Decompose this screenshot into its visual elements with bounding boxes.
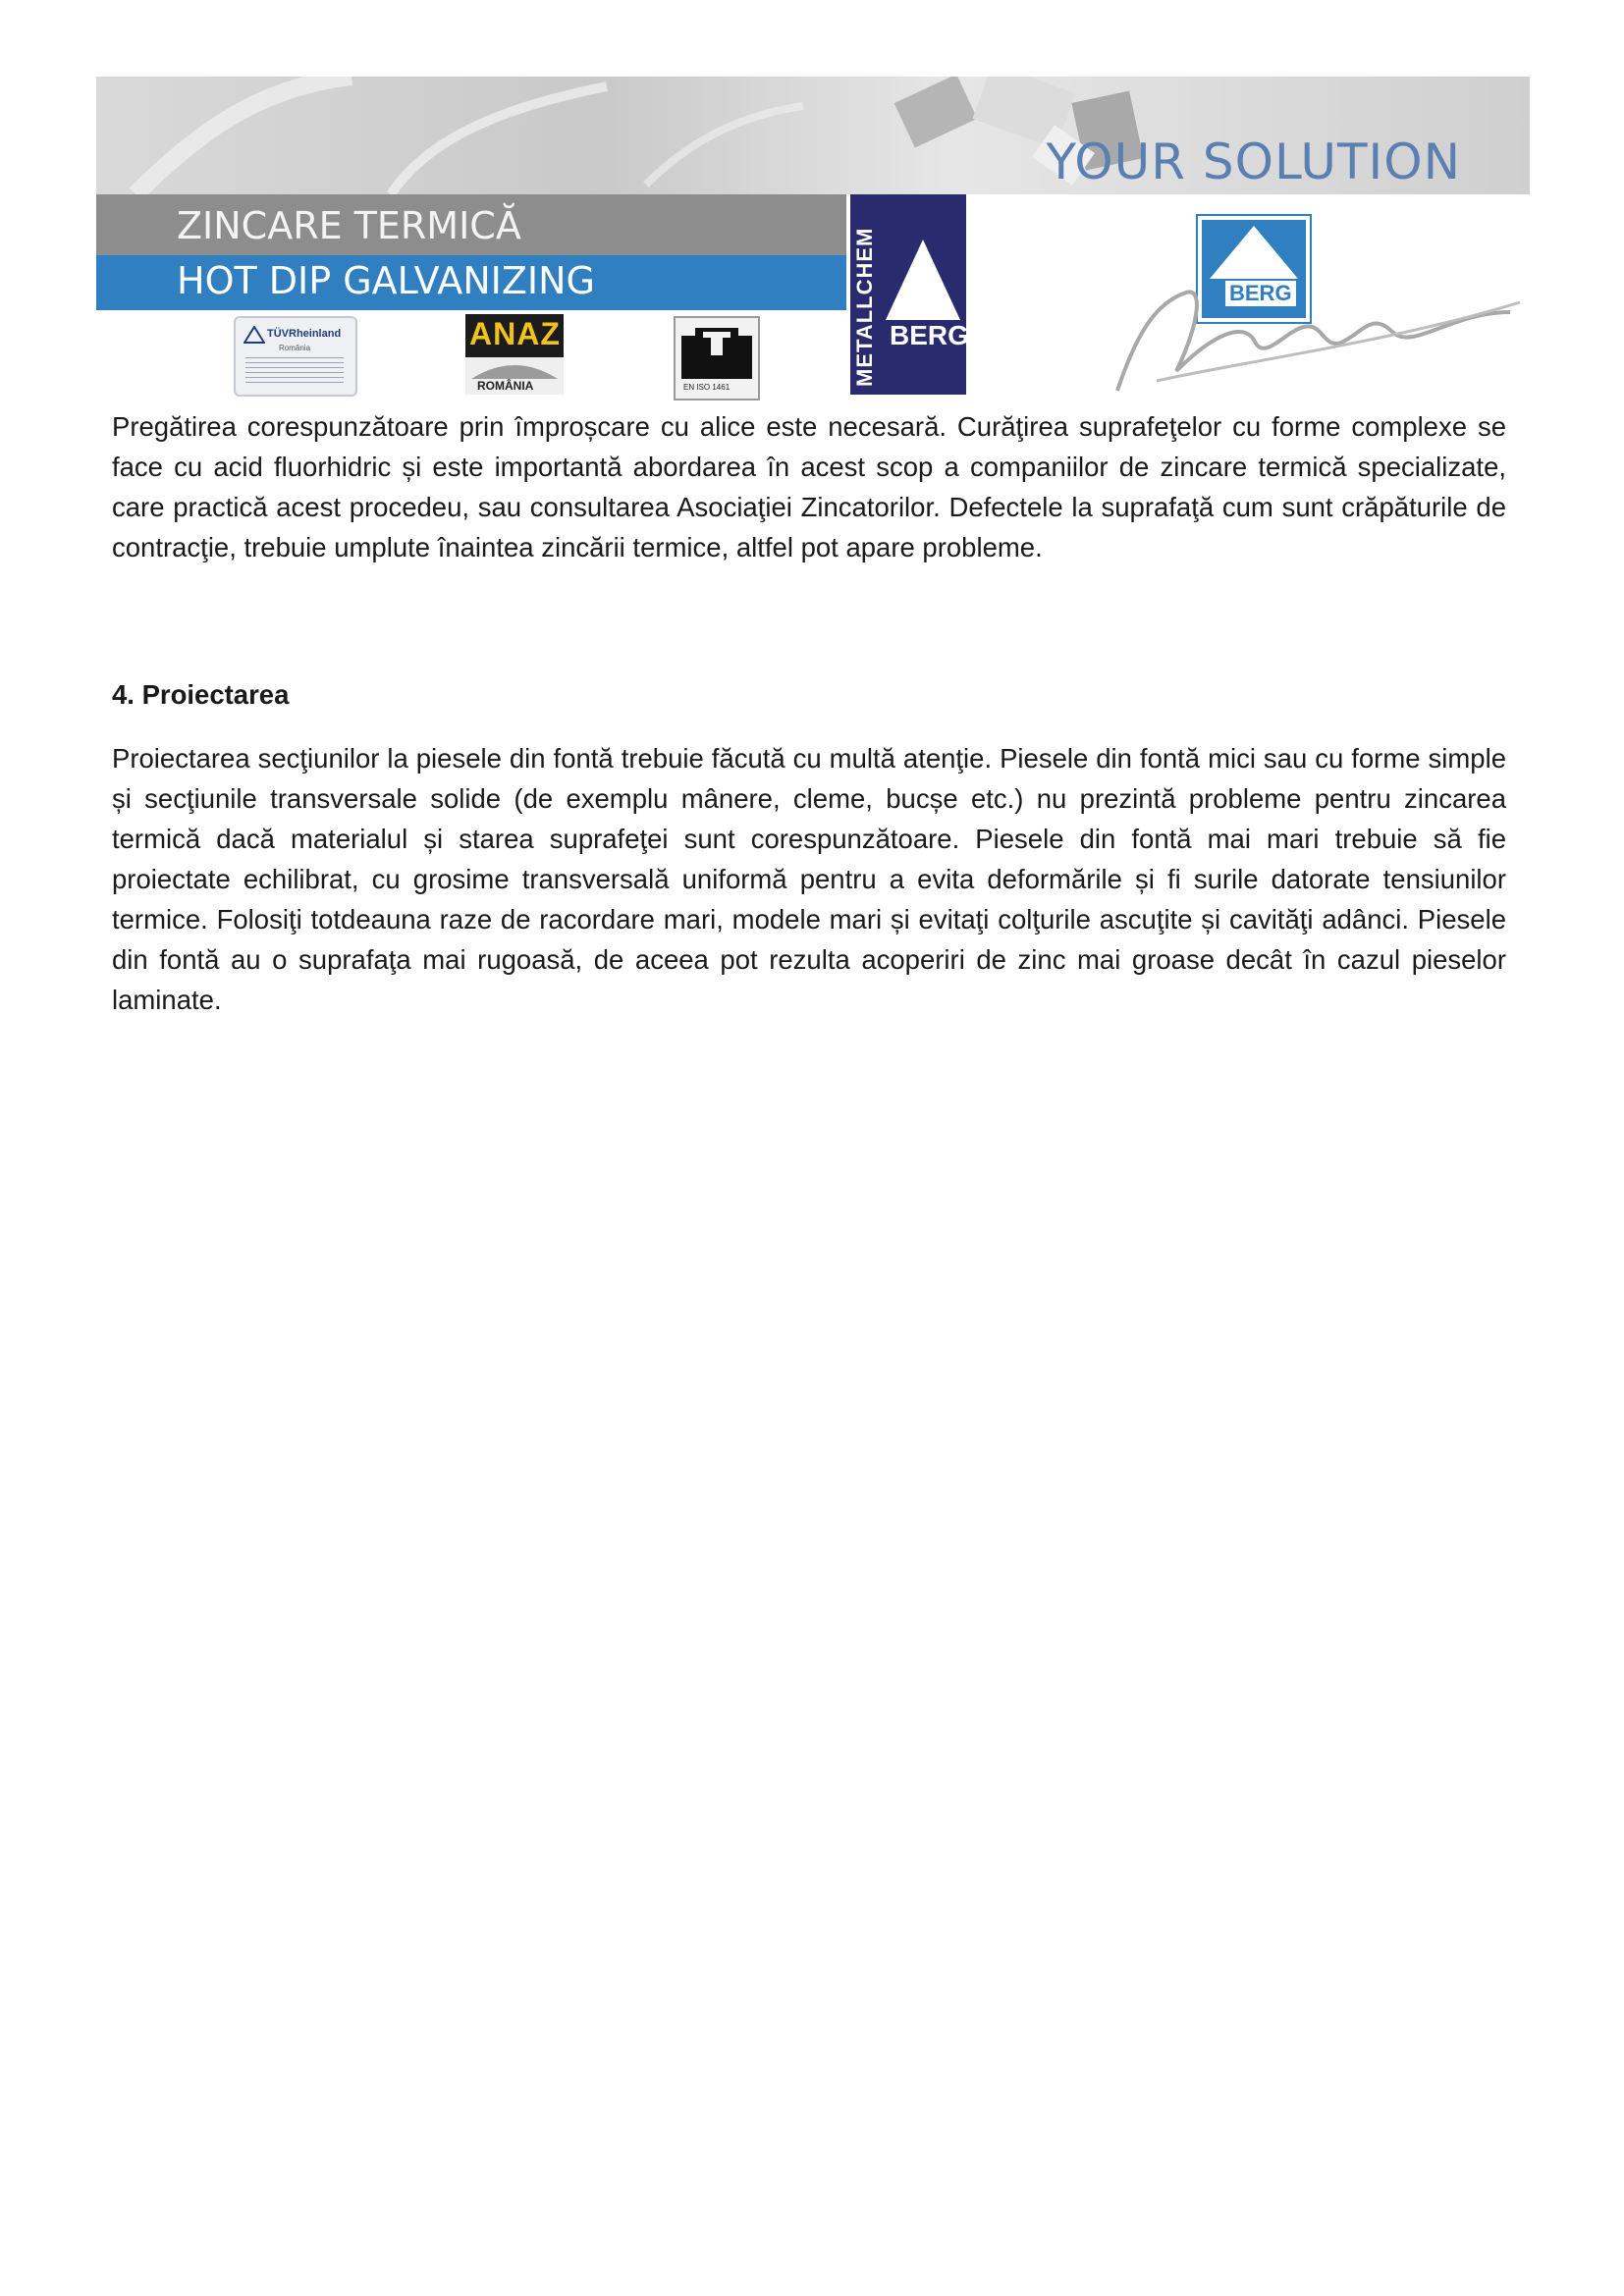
tuv-logo-subtitle: România: [279, 344, 311, 352]
paragraph-design: Proiectarea secţiunilor la piesele din fontă trebuie făcută cu multă atenţie. Piesele din fontă mici sau cu forme simple și secţiunile transversale solide (de exemplu mânere, cleme, bucșe etc.) nu prezintă probleme pentru zincarea termică dacă materialul și starea suprafeţei sunt corespunzătoare. Piesele din fontă mai mari trebuie să fie proiectate echilibrat, cu grosime transversală uniformă pentru a evita deformările și fi surile datorate tensiunilor termice. Folosiţi totdeauna raze de racordare mari, modele mari și evitaţi colţurile ascuţite și cavităţi adânci. Piesele din fontă au o suprafaţa mai rugoasă, de aceea pot rezulta acoperiri de zinc mai groase decât în cazul pieselor laminate.: [112, 743, 1506, 1015]
anaz-logo-subtitle: ROMÂNIA: [477, 379, 534, 393]
anaz-arc-icon: [465, 357, 564, 379]
header-banner: [96, 77, 1530, 400]
title-romanian: ZINCARE TERMICĂ: [177, 204, 521, 247]
section-heading: 4. Proiectarea: [112, 679, 290, 710]
tuv-logo-name: TÜVRheinland: [267, 328, 342, 340]
title-english: HOT DIP GALVANIZING: [177, 259, 595, 302]
signature-graphic: [1098, 273, 1530, 400]
iso-logo-caption: EN ISO 1461: [683, 383, 731, 392]
tuv-certificate-lines: [245, 357, 344, 385]
banner-photo-strip: [96, 77, 1530, 194]
metallchem-berg-text: BERG: [890, 320, 969, 350]
paragraph-surface-preparation: Pregătirea corespunzătoare prin împroșcare cu alice este necesară. Curăţirea suprafeţelor cu forme complexe se face cu acid fluorhidric și este importantă abordarea în acest scop a companiilor de zincare termică specializate, care practică acest procedeu, sau consultarea Asociaţiei Zincatorilor. Defectele la suprafaţă cum sunt crăpăturile de contracţie, trebuie umplute înaintea zincării termice, altfel pot apare probleme.: [112, 411, 1506, 562]
berg-logo-text: BERG: [1225, 281, 1296, 306]
anaz-logo-text: ANAZ: [469, 316, 561, 351]
metallchem-berg-logo: [846, 194, 969, 395]
i-beam-icon: [676, 318, 758, 379]
anaz-logo: [465, 314, 564, 395]
metallchem-vertical-text: METALLCHEM: [852, 227, 877, 387]
iso-1461-logo: [674, 316, 760, 400]
tuv-triangle-icon: [244, 326, 265, 344]
slogan: YOUR SOLUTION: [1046, 133, 1461, 190]
berg-triangle-icon: [884, 238, 962, 326]
tuv-rheinland-logo: [234, 316, 357, 397]
